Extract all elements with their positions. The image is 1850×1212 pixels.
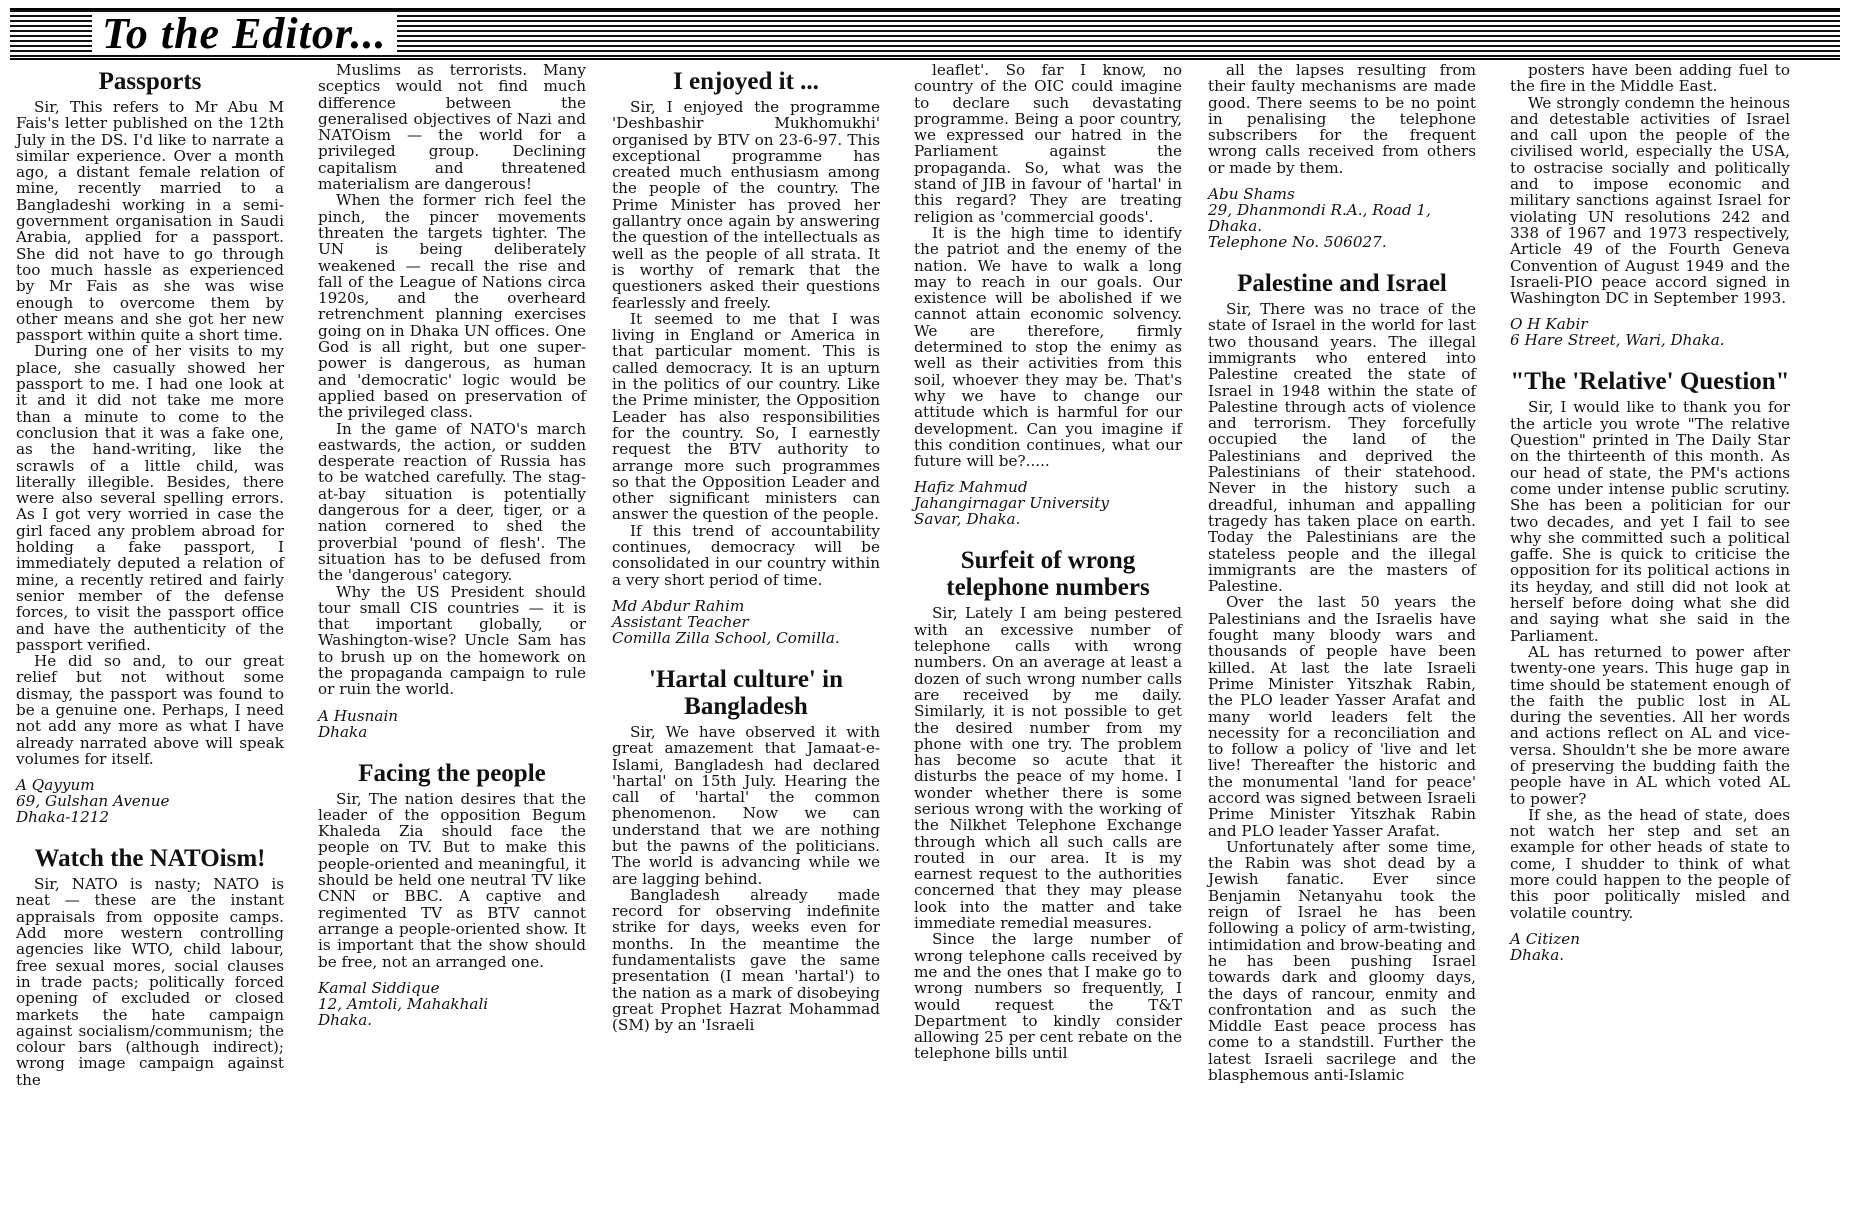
letter xyxy=(318,760,586,1042)
letter-paragraph: Unfortunately after some time, the Rabin was shot dead by a Jewish fanatic. Ever since Benjamin Netanyahu took the reign of Israel he has been following a policy of arm-twisting, intimidation and brow-beating and he has been pushing Israel towards dark and gloomy days, the days of rancour, enmity and confrontation and as such the Middle East peace process has come to a standstill. Further the latest Israeli sacrilege and the blasphemous anti-Islamic xyxy=(1208,837,1476,1085)
signature-line: Dhaka. xyxy=(1510,945,1565,964)
signature-line: Telephone No. 506027. xyxy=(1208,233,1387,252)
letter-paragraph: If this trend of accountability continues, democracy will be consolidated in our country within a very short period of time. xyxy=(612,521,880,589)
column-3 xyxy=(612,62,880,1034)
letter-paragraph: Why the US President should tour small CIS countries — it is that important globally, or Washington-wise? Uncle Sam has to brush up on the homework on the propaganda campaign to rule or ruin the world. xyxy=(318,582,586,699)
signature-line: Kamal Siddique xyxy=(318,978,440,997)
signature-line: Md Abdur Rahim xyxy=(612,596,745,615)
letter-paragraph: Sir, NATO is nasty; NATO is neat — these are the instant appraisals from opposite camps. Add more western controlling agencies like WTO, child labour, free sexual mores, social clauses in trade pacts; politically forced opening of excluded or closed markets the hate campaign against socialism/communism; the colour bars (although indirect); wrong image campaign against the xyxy=(16,875,284,1089)
letter-paragraph: He did so and, to our great relief but not without some dismay, the passport was found to be a genuine one. Perhaps, I need not add any more as what I have already narrated above will speak volumes for itself. xyxy=(16,652,284,768)
letter-signature xyxy=(1208,186,1476,250)
letter xyxy=(318,62,586,754)
letter-paragraph: Muslims as terrorists. Many sceptics would not find much difference between the generalised objectives of Nazi and NATOism — the world for a privileged group. Declining capitalism and threatened materialism are dangerous! xyxy=(318,61,586,194)
letter-paragraph: Sir, I would like to thank you for the article you wrote "The relative Question" printed in The Daily Star on the thirteenth of this month. As our head of state, the PM's actions come under intense public scrutiny. She has been a politician for our two decades, and yet I fail to see why she committed such a political gaffe. She is quick to criticise the opposition for its political actions in its heyday, and still did not look at herself before doing what she did and saying what she said in the Parliament. xyxy=(1510,398,1790,645)
letter-signature xyxy=(612,598,880,646)
letter-paragraph: Over the last 50 years the Palestinians and the Israelis have fought many bloody wars and thousands of people have been killed. At last the late Israeli Prime Minister Yitszhak Rabin, the PLO leader Yasser Arafat and many world leaders felt the necessity for a reconciliation and to follow a policy of 'live and let live! Thereafter the historic and the monumental 'land for peace' accord was signed between Israeli Prime Minister Yitszhak Rabin and PLO leader Yasser Arafat. xyxy=(1208,593,1476,840)
letter-heading: "The 'Relative' Question" xyxy=(1510,368,1790,396)
signature-line: 69, Gulshan Avenue xyxy=(16,792,170,811)
section-title: To the Editor... xyxy=(92,14,397,54)
letter-paragraph: During one of her visits to my place, she casually showed her passport to me. I had one look at it and it did not take me more than a minute to come to the conclusion that it was a fake one, as the hand-writing, like the scrawls of a little child, was literally illegible. Besides, there were also several spelling errors. As I got very worried in case the girl faced any problem abroad for holding a fake passport, I immediately deputed a relation of mine, a recently retired and fairly senior member of the defense forces, to visit the passport office and have the authenticity of the passport verified. xyxy=(16,342,284,654)
letter-paragraph: It is the high time to identify the patriot and the enemy of the nation. We have to walk a long may to reach in our goals. Our existence will be abolished if we cannot attain economic solvency. We are therefore, firmly determined to stop the enimy as well as their activities from this soil, whoever they may be. That's why we have to change our attitude which is harmful for our development. Can you imagine if this condition continues, what our future will be?..... xyxy=(914,223,1182,471)
letter xyxy=(914,62,1182,541)
letter-signature xyxy=(318,980,586,1028)
letter-heading: I enjoyed it ... xyxy=(673,68,819,95)
letter-paragraph: all the lapses resulting from their faulty mechanisms are made good. There seems to be no point in penalising the telephone subscribers for the frequent wrong calls received from others or made by them. xyxy=(1208,61,1476,177)
signature-line: A Citizen xyxy=(1510,929,1581,948)
letter xyxy=(914,547,1182,1061)
letter-heading: Palestine and Israel xyxy=(1237,270,1447,298)
letter xyxy=(1510,62,1790,362)
letter-paragraph: When the former rich feel the pinch, the pincer movements threaten the targets tighter. The UN is being deliberately weakened — recall the rise and fall of the League of Nations circa 1920s, and the overheard retrenchment planning exercises going on in Dhaka UN offices. One God is all right, but one super-power is dangerous, as human and 'democratic' logic would be applied based on preservation of the privileged class. xyxy=(318,191,586,422)
signature-line: 29, Dhanmondi R.A., Road 1, xyxy=(1208,201,1431,220)
letter xyxy=(1208,270,1476,1083)
letter-signature xyxy=(16,777,284,825)
letter-paragraph: In the game of NATO's march eastwards, the action, or sudden desperate reaction of Russia has to be watched carefully. The stag-at-bay situation is potentially dangerous for a deer, tiger, or a nation cornered to shed the proverbial 'pound of flesh'. The situation has to be defused from the 'dangerous' category. xyxy=(318,419,586,585)
signature-line: Dhaka. xyxy=(1208,217,1263,236)
letter-paragraph: Sir, Lately I am being pestered with an excessive number of telephone calls with wrong numbers. On an average at least a dozen of such wrong number calls are received by me daily. Similarly, it is not possible to get the desired number from my phone with one try. The problem has become so acute that it disturbs the peace of my home. I wonder whether there is some serious wrong with the working of the Nilkhet Telephone Exchange through which all such calls are routed in our area. It is my earnest request to the authorities concerned that they may please look into the matter and take immediate remedial measures. xyxy=(914,604,1182,933)
letter-paragraph: Sir, The nation desires that the leader of the opposition Begum Khaleda Zia should face the people on TV. But to make this people-oriented and meaningful, it should be held one neutral TV like CNN or BBC. A captive and regimented TV as BTV cannot arrange a people-oriented show. It is important that the show should be free, not an arranged one. xyxy=(318,789,586,971)
letter xyxy=(1510,368,1790,977)
signature-line: Dhaka-1212 xyxy=(16,808,110,827)
signature-line: Dhaka. xyxy=(318,1010,373,1029)
letter-heading: Passports xyxy=(98,68,202,95)
letter-paragraph: Bangladesh already made record for observing indefinite strike for days, weeks even for months. In the meantime the fundamentalists gave the same presentation (I mean 'hartal') to the nation as a mark of disobeying great Prophet Hazrat Mohammad (SM) by an 'Israeli xyxy=(612,885,880,1035)
letter-signature xyxy=(318,708,586,740)
letter-paragraph: Sir, I enjoyed the programme 'Deshbashir Mukhomukhi' organised by BTV on 23-6-97. This exceptional programme has created much enthusiasm among the people of the country. The Prime Minister has proved her gallantry once again by answering the question of the intellectuals as well as the people of all strata. It is worthy of remark that the questioners asked their questions fearlessly and freely. xyxy=(612,98,880,312)
signature-line: O H Kabir xyxy=(1510,315,1588,334)
letter xyxy=(16,845,284,1088)
letter-paragraph: Sir, There was no trace of the state of Israel in the world for last two thousand years. The illegal immigrants who entered into Palestine created the state of Israel in 1948 within the state of Palestine through acts of violence and terrorism. They forcefully occupied the land of the Palestinians and deprived the Palestinians of their statehood. Never in the history such a dreadful, inhuman and appalling tragedy has taken place on earth. Today the Palestinians are the stateless people and the illegal immigrants are the masters of Palestine. xyxy=(1208,300,1476,596)
signature-line: 12, Amtoli, Mahakhali xyxy=(318,994,489,1013)
section-banner xyxy=(10,8,1840,60)
letter-signature xyxy=(914,479,1182,527)
column-4 xyxy=(914,62,1182,1062)
column-5 xyxy=(1208,62,1476,1083)
signature-line: A Qayyum xyxy=(16,776,95,795)
letter-signature xyxy=(1510,931,1790,963)
letter xyxy=(1208,62,1476,264)
signature-line: Hafiz Mahmud xyxy=(914,478,1028,497)
signature-line: A Husnain xyxy=(318,706,399,725)
letter-paragraph: We strongly condemn the heinous and detestable activities of Israel and call upon the people of the civilised world, especially the USA, to ostracise socially and politically and to impose economic and military sanctions against Israel for violating UN resolutions 242 and 338 of 1967 and 1973 respectively, Article 49 of the Fourth Geneva Convention of August 1949 and the Israeli-PIO peace accord signed in Washington DC in September 1993. xyxy=(1510,93,1790,308)
letter-paragraph: It seemed to me that I was living in England or America in that particular moment. This is called democracy. It is an upturn in the politics of our country. Like the Prime minister, the Opposition Leader has also responsibilities for the country. So, I earnestly request the BTV authority to arrange more such programmes so that the Opposition Leader and other significant ministers can answer the question of the people. xyxy=(612,309,880,524)
letter-heading: Facing the people xyxy=(358,759,546,787)
letter xyxy=(612,666,880,1034)
letter-paragraph: Sir, This refers to Mr Abu M Fais's letter published on the 12th July in the DS. I'd like to narrate a similar experience. Over a month ago, a distant female relation of mine, recently married to a Bangladeshi working in a semi-government organisation in Saudi Arabia, applied for a passport. She did not have to go through too much hassle as experienced by Mr Fais as she was wise enough to overcome them by other means and she got her new passport within quite a short time. xyxy=(16,98,284,345)
letter xyxy=(612,68,880,660)
signature-line: Dhaka xyxy=(318,722,368,741)
column-6 xyxy=(1510,62,1790,977)
letter xyxy=(16,68,284,839)
signature-line: 6 Hare Street, Wari, Dhaka. xyxy=(1510,331,1725,350)
letter-paragraph: leaflet'. So far I know, no country of the OIC could imagine to declare such devastating programme. Being a poor country, we expressed our hatred in the Parliament against the propaganda. So, what was the stand of JIB in favour of 'hartal' in this regard? They are treating religion as 'commercial goods'. xyxy=(914,61,1182,226)
letter-paragraph: posters have been adding fuel to the fire in the Middle East. xyxy=(1510,61,1790,96)
column-1 xyxy=(16,62,284,1088)
signature-line: Comilla Zilla School, Comilla. xyxy=(612,628,840,647)
letter-paragraph: Since the large number of wrong telephone calls received by me and the ones that I make go to wrong numbers so frequently, I would request the T&T Department to kindly consider allowing 25 per cent rebate on the telephone bills until xyxy=(914,930,1182,1063)
signature-line: Jahangirnagar University xyxy=(914,494,1109,513)
letter-paragraph: If she, as the head of state, does not watch her step and set an example for other heads of state to come, I shudder to think of what more could happen to the people of this poor politically misled and volatile country. xyxy=(1510,805,1790,922)
letter-paragraph: Sir, We have observed it with great amazement that Jamaat-e-Islami, Bangladesh had declared 'hartal' on 15th July. Hearing the call of 'hartal' the common phenomenon. Now we can understand that we are nothing but the pawns of the politicians. The world is advancing while we are lagging behind. xyxy=(612,722,880,888)
letter-heading: Watch the NATOism! xyxy=(34,845,266,873)
signature-line: Assistant Teacher xyxy=(612,612,749,631)
column-2 xyxy=(318,62,586,1042)
letter-heading: Surfeit of wrong telephone numbers xyxy=(946,547,1150,602)
letter-signature xyxy=(1510,316,1790,348)
signature-line: Abu Shams xyxy=(1208,185,1295,204)
signature-line: Savar, Dhaka. xyxy=(914,510,1021,529)
letter-paragraph: AL has returned to power after twenty-one years. This huge gap in time should be statement enough of the faith the public lost in AL during the seventies. All her words and actions reflect on AL and vice-versa. Shouldn't she be more aware of preserving the budding faith the people have in AL which voted AL to power? xyxy=(1510,642,1790,808)
letter-heading: 'Hartal culture' in Bangladesh xyxy=(649,665,843,720)
